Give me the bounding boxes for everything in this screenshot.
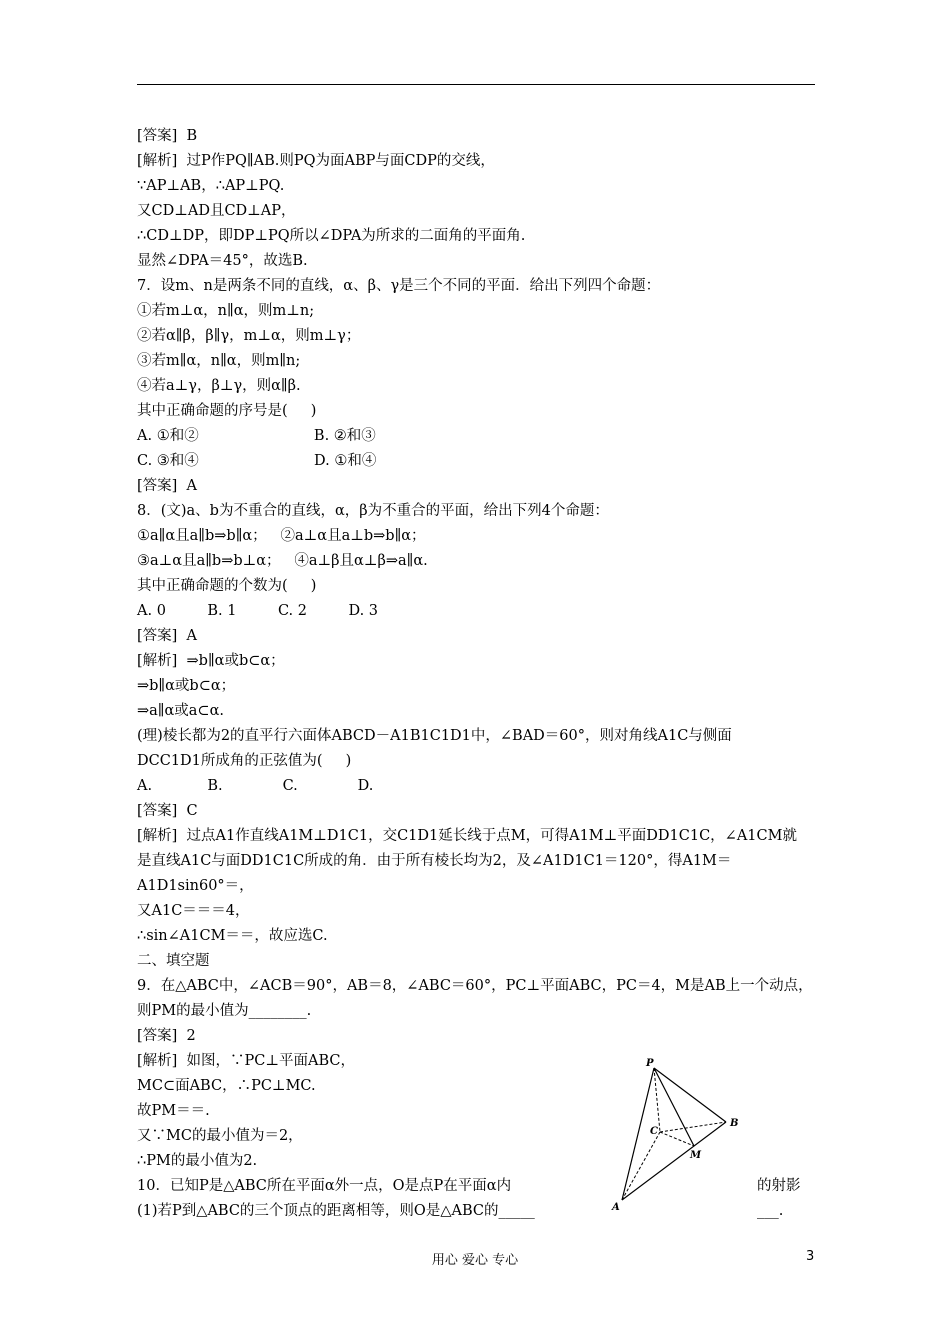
page-number: 3 xyxy=(806,1249,815,1264)
label-C: C xyxy=(650,1126,658,1137)
text-line: C. ③和④ D. ①和④ xyxy=(137,453,377,469)
text-line: [答案] C xyxy=(137,803,198,819)
section-heading: 二、填空题 xyxy=(137,953,210,969)
text-line: [解析] 过点A1作直线A1M⊥D1C1，交C1D1延长线于点M，可得A1M⊥平面DD1C1C，∠A1CM就 xyxy=(137,828,797,844)
text-line: 则PM的最小值为________. xyxy=(137,1003,312,1019)
text-line: ②若α∥β，β∥γ，m⊥α，则m⊥γ； xyxy=(137,328,361,344)
pyramid-figure xyxy=(600,1052,750,1222)
text-line: [答案] A xyxy=(137,478,198,494)
text-line: MC⊂面ABC，∴PC⊥MC. xyxy=(137,1078,316,1094)
text-line: 又∵MC的最小值为＝2， xyxy=(137,1128,303,1144)
text-line: ∵AP⊥AB，∴AP⊥PQ. xyxy=(137,178,285,194)
text-line: 8．(文)a、b为不重合的直线，α，β为不重合的平面，给出下列4个命题： xyxy=(137,503,609,519)
text-line: [答案] A xyxy=(137,628,198,644)
text-line: A. B. C. D. xyxy=(137,778,374,794)
text-line: ①a∥α且a∥b⇒b∥α； ②a⊥α且a⊥b⇒b∥α； xyxy=(137,528,426,544)
text-line: 其中正确命题的序号是( ) xyxy=(137,403,317,419)
text-line: 又CD⊥AD且CD⊥AP， xyxy=(137,203,296,219)
text-line: ⇒b∥α或b⊂α； xyxy=(137,678,236,694)
text-line: A1D1sin60°＝， xyxy=(137,878,254,894)
label-M: M xyxy=(690,1150,702,1161)
text-line: ③a⊥α且a∥b⇒b⊥α； ④a⊥β且α⊥β⇒a∥α. xyxy=(137,553,428,569)
text-line: ③若m∥α，n∥α，则m∥n; xyxy=(137,353,301,369)
text-line: 故PM＝＝. xyxy=(137,1103,210,1119)
text-line: (1)若P到△ABC的三个顶点的距离相等，则O是△ABC的_____ xyxy=(137,1203,535,1219)
text-line-tail: 的射影 xyxy=(757,1178,801,1194)
text-line: 10．已知P是△ABC所在平面α外一点，O是点P在平面α内 xyxy=(137,1178,512,1194)
text-line: ④若a⊥γ，β⊥γ，则α∥β. xyxy=(137,378,301,394)
text-line: 其中正确命题的个数为( ) xyxy=(137,578,317,594)
text-line: 7．设m、n是两条不同的直线，α、β、γ是三个不同的平面．给出下列四个命题： xyxy=(137,278,661,294)
text-line: 是直线A1C与面DD1C1C所成的角．由于所有棱长均为2，及∠A1D1C1＝120°，得A1M＝ xyxy=(137,853,732,869)
text-line: (理)棱长都为2的直平行六面体ABCD－A1B1C1D1中，∠BAD＝60°，则对角线A1C与侧面 xyxy=(137,728,732,744)
text-line: [答案] 2 xyxy=(137,1028,196,1044)
text-line: ∴PM的最小值为2. xyxy=(137,1153,258,1169)
text-line: A. ①和② B. ②和③ xyxy=(137,428,376,444)
text-line: [解析] ⇒b∥α或b⊂α； xyxy=(137,653,285,669)
text-line: [解析] 如图，∵PC⊥平面ABC， xyxy=(137,1053,356,1069)
label-P: P xyxy=(646,1058,654,1069)
text-line: ∴sin∠A1CM＝＝，故应选C. xyxy=(137,928,328,944)
text-line: ∴CD⊥DP，即DP⊥PQ所以∠DPA为所求的二面角的平面角. xyxy=(137,228,526,244)
text-line: A. 0 B. 1 C. 2 D. 3 xyxy=(137,603,379,619)
header-rule xyxy=(137,84,815,85)
text-line: 9．在△ABC中，∠ACB＝90°，AB＝8，∠ABC＝60°，PC⊥平面ABC，PC＝4，M是AB上一个动点， xyxy=(137,978,813,994)
label-A: A xyxy=(612,1202,620,1213)
text-line: ⇒a∥α或a⊂α. xyxy=(137,703,224,719)
label-B: B xyxy=(730,1118,739,1129)
text-line: DCC1D1所成角的正弦值为( ) xyxy=(137,753,352,769)
text-line: ①若m⊥α，n∥α，则m⊥n; xyxy=(137,303,315,319)
footer-text: 用心 爱心 专心 xyxy=(431,1253,519,1268)
text-line: 又A1C＝＝＝4， xyxy=(137,903,250,919)
text-line: [解析] 过P作PQ∥AB.则PQ为面ABP与面CDP的交线， xyxy=(137,153,495,169)
text-line: 显然∠DPA＝45°，故选B. xyxy=(137,253,308,269)
text-line-tail: ___. xyxy=(757,1203,784,1219)
text-line: [答案] B xyxy=(137,128,198,144)
